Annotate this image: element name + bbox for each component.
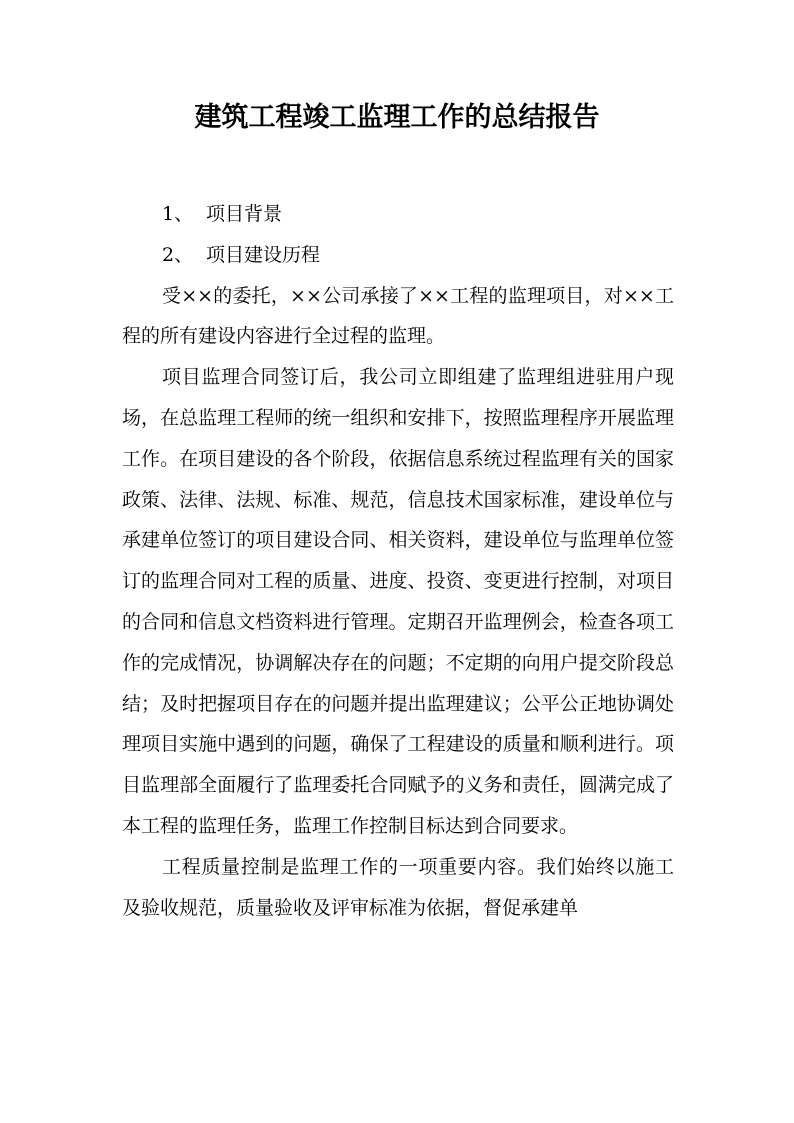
document-title: 建筑工程竣工监理工作的总结报告 — [194, 102, 600, 133]
list-item-number: 1、 — [162, 203, 194, 225]
paragraph: 受××的委托，××公司承接了××工程的监理项目，对××工程的所有建设内容进行全过程的监理。 — [122, 284, 674, 348]
paragraph: 工程质量控制是监理工作的一项重要内容。我们始终以施工及验收规范，质量验收及评审标准为依据，督促承建单 — [122, 855, 674, 919]
list-item — [122, 235, 674, 276]
list-item-number: 2、 — [162, 243, 194, 266]
paragraph: 项目监理合同签订后，我公司立即组建了监理组进驻用户现场，在总监理工程师的统一组织和安排下，按照监理程序开展监理工作。在项目建设的各个阶段，依据信息系统过程监理有关的国家政策、法律、法规、标准、规范，信息技术国家标准，建设单位与承建单位签订的项目建设合同、相关资料，建设单位与监理单位签订的监理合同对工程的质量、进度、投资、变更进行控制，对项目的合同和信息文档资料进行管理。定期召开监理例会，检查各项工作的完成情况，协调解决存在的问题；不定期的向用户提交阶段总结；及时把握项目存在的问题并提出监理建议；公平公正地协调处理项目实施中遇到的问题，确保了工程建设的质量和顺利进行。项目监理部全面履行了监理委托合同赋予的义务和责任，圆满完成了本工程的监理任务，监理工作控制目标达到合同要求。 — [122, 366, 674, 837]
document-body — [122, 194, 674, 928]
list-item-text: 项目背景 — [206, 203, 283, 225]
list-item — [122, 194, 674, 235]
list-item-text: 项目建设历程 — [206, 243, 321, 266]
